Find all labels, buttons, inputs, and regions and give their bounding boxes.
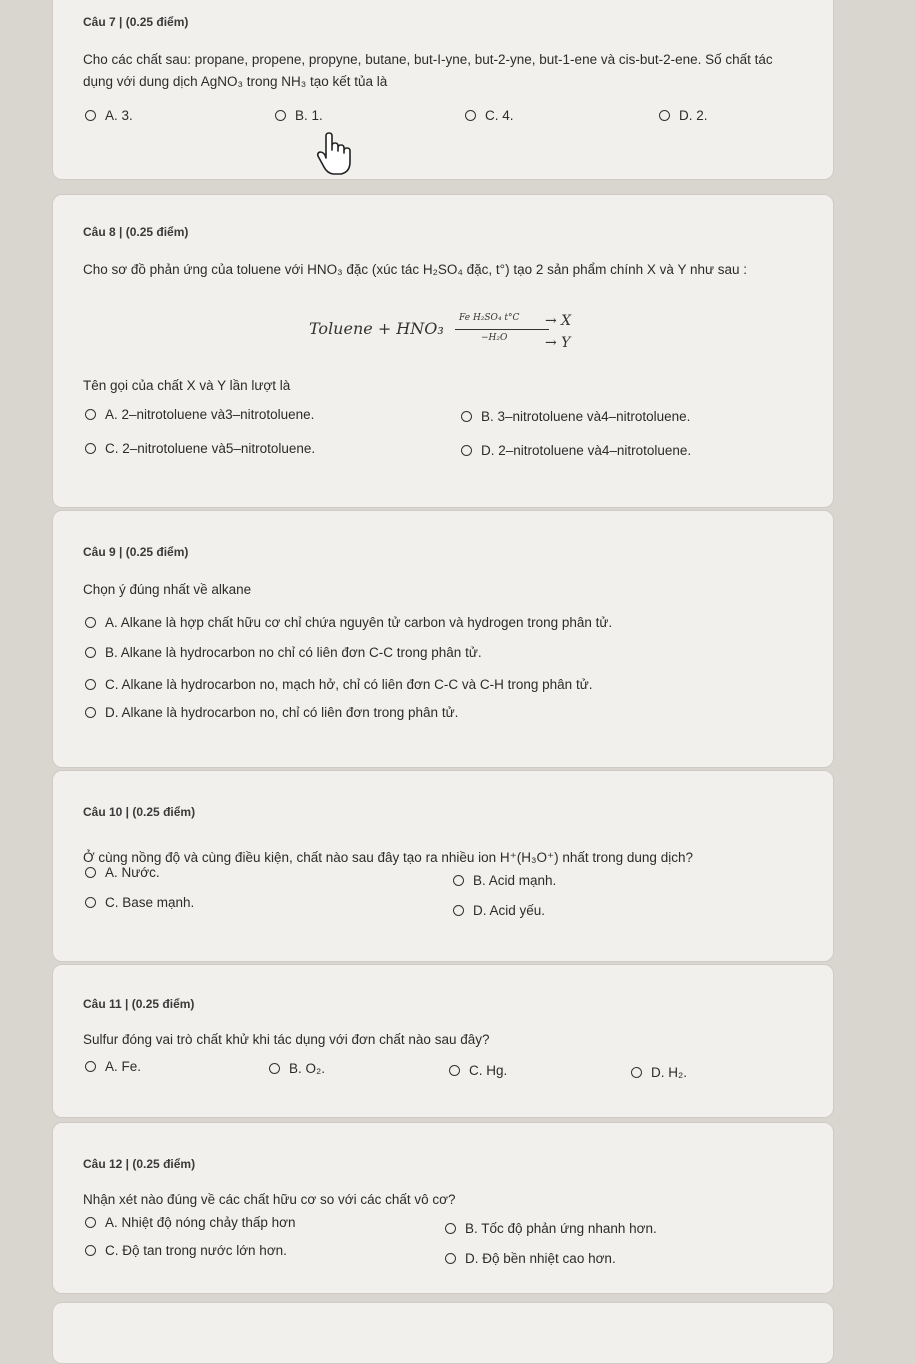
radio-icon[interactable] bbox=[631, 1067, 642, 1078]
question-title: Câu 8 | (0.25 điểm) bbox=[83, 225, 189, 239]
question-text: Cho sơ đồ phản ứng của toluene với HNO₃ đặc (xúc tác H₂SO₄ đặc, t°) tạo 2 sản phẩm chính X và Y như sau : bbox=[83, 262, 748, 277]
equation-product-y: → Y bbox=[545, 335, 571, 351]
question-title: Câu 9 | (0.25 điểm) bbox=[83, 545, 189, 559]
option-b[interactable]: B. Tốc độ phản ứng nhanh hơn. bbox=[445, 1221, 657, 1236]
radio-icon[interactable] bbox=[85, 409, 96, 420]
radio-icon[interactable] bbox=[85, 110, 96, 121]
question-text: Nhận xét nào đúng về các chất hữu cơ so với các chất vô cơ? bbox=[83, 1192, 456, 1207]
question-card-10 bbox=[52, 770, 834, 962]
equation-arrow bbox=[455, 329, 549, 330]
question-title: Câu 10 | (0.25 điểm) bbox=[83, 805, 196, 819]
question-card-next bbox=[52, 1302, 834, 1364]
reaction-equation bbox=[309, 313, 609, 363]
hand-pointer-icon bbox=[316, 132, 356, 176]
radio-icon[interactable] bbox=[449, 1065, 460, 1076]
option-b[interactable]: B. 3–nitrotoluene và4–nitrotoluene. bbox=[461, 409, 690, 424]
equation-byproduct: −H₂O bbox=[481, 333, 508, 343]
radio-icon[interactable] bbox=[85, 679, 96, 690]
option-c[interactable]: C. Base mạnh. bbox=[85, 895, 194, 910]
radio-icon[interactable] bbox=[85, 1245, 96, 1256]
option-b[interactable]: B. 1. bbox=[275, 108, 323, 123]
option-b[interactable]: B. Alkane là hydrocarbon no chỉ có liên đơn C-C trong phân tử. bbox=[85, 645, 482, 660]
option-c[interactable]: C. Hg. bbox=[449, 1063, 507, 1078]
radio-icon[interactable] bbox=[85, 867, 96, 878]
question-card-8 bbox=[52, 194, 834, 508]
radio-icon[interactable] bbox=[85, 1061, 96, 1072]
radio-icon[interactable] bbox=[461, 445, 472, 456]
question-title: Câu 11 | (0.25 điểm) bbox=[83, 997, 195, 1011]
option-c[interactable]: C. 2–nitrotoluene và5–nitrotoluene. bbox=[85, 441, 315, 456]
option-d[interactable]: D. Độ bền nhiệt cao hơn. bbox=[445, 1251, 616, 1266]
radio-icon[interactable] bbox=[445, 1223, 456, 1234]
option-a[interactable]: A. 2–nitrotoluene và3–nitrotoluene. bbox=[85, 407, 314, 422]
question-text: Chọn ý đúng nhất về alkane bbox=[83, 582, 252, 597]
question-text: Sulfur đóng vai trò chất khử khi tác dụng với đơn chất nào sau đây? bbox=[83, 1032, 490, 1047]
question-title: Câu 7 | (0.25 điểm) bbox=[83, 15, 189, 29]
option-a[interactable]: A. Nước. bbox=[85, 865, 160, 880]
radio-icon[interactable] bbox=[85, 897, 96, 908]
radio-icon[interactable] bbox=[445, 1253, 456, 1264]
radio-icon[interactable] bbox=[85, 617, 96, 628]
question-card-9 bbox=[52, 510, 834, 768]
radio-icon[interactable] bbox=[85, 443, 96, 454]
question-card-12 bbox=[52, 1122, 834, 1294]
question-card-7 bbox=[52, 0, 834, 180]
option-d[interactable]: D. Alkane là hydrocarbon no, chỉ có liên đơn trong phân tử. bbox=[85, 705, 458, 720]
radio-icon[interactable] bbox=[269, 1063, 280, 1074]
option-c[interactable]: C. Alkane là hydrocarbon no, mạch hở, chỉ có liên đơn C-C và C-H trong phân tử. bbox=[85, 677, 592, 692]
radio-icon[interactable] bbox=[453, 875, 464, 886]
option-a[interactable]: A. 3. bbox=[85, 108, 133, 123]
question-title: Câu 12 | (0.25 điểm) bbox=[83, 1157, 196, 1171]
radio-icon[interactable] bbox=[453, 905, 464, 916]
radio-icon[interactable] bbox=[85, 1217, 96, 1228]
question-text: Ở cùng nồng độ và cùng điều kiện, chất nào sau đây tạo ra nhiều ion H⁺(H₃O⁺) nhất trong dung dịch? bbox=[83, 850, 693, 865]
radio-icon[interactable] bbox=[659, 110, 670, 121]
option-d[interactable]: D. 2–nitrotoluene và4–nitrotoluene. bbox=[461, 443, 691, 458]
equation-catalyst: Fe H₂SO₄ t°C bbox=[459, 313, 520, 323]
equation-left: Toluene + HNO₃ bbox=[309, 319, 444, 338]
option-c[interactable]: C. 4. bbox=[465, 108, 514, 123]
equation-product-x: → X bbox=[545, 313, 572, 329]
question-card-11 bbox=[52, 964, 834, 1118]
radio-icon[interactable] bbox=[461, 411, 472, 422]
question-subtext: Tên gọi của chất X và Y lần lượt là bbox=[83, 378, 291, 393]
option-a[interactable]: A. Nhiệt độ nóng chảy thấp hơn bbox=[85, 1215, 295, 1230]
option-b[interactable]: B. O₂. bbox=[269, 1061, 325, 1076]
option-d[interactable]: D. 2. bbox=[659, 108, 708, 123]
radio-icon[interactable] bbox=[275, 110, 286, 121]
option-a[interactable]: A. Fe. bbox=[85, 1059, 141, 1074]
option-d[interactable]: D. Acid yếu. bbox=[453, 903, 545, 918]
radio-icon[interactable] bbox=[465, 110, 476, 121]
radio-icon[interactable] bbox=[85, 647, 96, 658]
question-text: Cho các chất sau: propane, propene, propyne, butane, but-I-yne, but-2-yne, but-1-ene và cis-but-2-ene. Số chất tác dụng với dung dịch AgNO₃ trong NH₃ tạo kết tủa là bbox=[83, 52, 773, 89]
option-c[interactable]: C. Độ tan trong nước lớn hơn. bbox=[85, 1243, 287, 1258]
option-b[interactable]: B. Acid mạnh. bbox=[453, 873, 556, 888]
option-a[interactable]: A. Alkane là hợp chất hữu cơ chỉ chứa nguyên tử carbon và hydrogen trong phân tử. bbox=[85, 615, 612, 630]
radio-icon[interactable] bbox=[85, 707, 96, 718]
option-d[interactable]: D. H₂. bbox=[631, 1065, 687, 1080]
